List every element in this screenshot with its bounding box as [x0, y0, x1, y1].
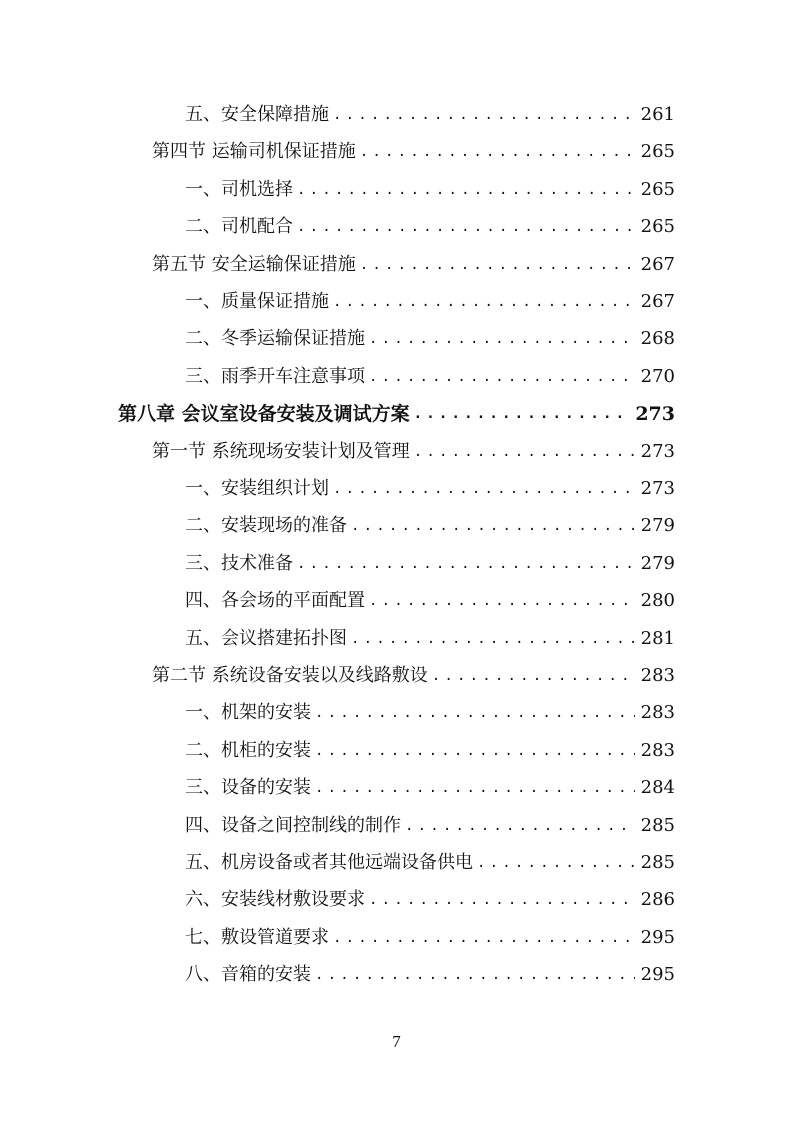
toc-dot-leader [297, 549, 635, 579]
toc-entry[interactable] [185, 736, 675, 766]
toc-entry-page: 295 [640, 964, 675, 986]
toc-entry-page: 265 [640, 141, 675, 163]
toc-entry-page: 273 [640, 440, 675, 462]
toc-entry[interactable] [185, 287, 675, 317]
toc-dot-leader [315, 698, 635, 728]
toc-entry-page: 279 [640, 515, 675, 537]
toc-entry[interactable] [185, 960, 675, 990]
toc-entry-title: 二、机柜的安装 [185, 739, 311, 761]
toc-entry-title: 第五节 安全运输保证措施 [152, 253, 356, 275]
toc-entry-page: 280 [640, 590, 675, 612]
toc-entry-title: 五、安全保障措施 [185, 104, 329, 125]
toc-entry-page: 273 [640, 478, 675, 499]
toc-entry-page: 283 [640, 702, 675, 724]
toc-entry-title: 三、雨季开车注意事项 [185, 365, 365, 387]
toc-entry-title: 一、机架的安装 [185, 702, 311, 724]
toc-entry-page: 265 [640, 178, 675, 200]
toc-entry-title: 五、会议搭建拓扑图 [185, 627, 347, 649]
toc-dot-leader [477, 848, 635, 878]
toc-dot-leader [333, 100, 635, 130]
toc-entry[interactable] [185, 698, 675, 728]
toc-dot-leader [315, 773, 635, 803]
toc-entry-page: 284 [640, 777, 675, 799]
toc-entry[interactable] [185, 474, 675, 504]
toc-entry[interactable] [152, 250, 675, 280]
toc-entry[interactable] [185, 175, 675, 205]
toc-entry[interactable] [118, 399, 675, 429]
toc-entry-title: 第二节 系统设备安装以及线路敷设 [152, 665, 428, 686]
toc-entry-page: 295 [640, 926, 675, 948]
toc-entry[interactable] [152, 661, 675, 691]
toc-entry[interactable] [185, 848, 675, 878]
toc-entry-title: 二、司机配合 [185, 216, 293, 238]
toc-dot-leader [360, 250, 635, 280]
toc-dot-leader [369, 324, 635, 354]
toc-dot-leader [333, 923, 635, 953]
toc-entry[interactable] [185, 324, 675, 354]
toc-entry-page: 283 [640, 739, 675, 761]
toc-entry-page: 285 [640, 852, 675, 873]
toc-entry-title: 七、敷设管道要求 [185, 926, 329, 948]
toc-dot-leader [297, 212, 635, 242]
toc-dot-leader [414, 437, 635, 467]
toc-entry[interactable] [185, 100, 675, 130]
toc-entry-page: 268 [640, 328, 675, 350]
toc-entry-title: 八、音箱的安装 [185, 964, 311, 986]
toc-entry-title: 一、质量保证措施 [185, 291, 329, 312]
toc-dot-leader [333, 474, 635, 504]
toc-entry-page: 279 [640, 552, 675, 574]
toc-entry-title: 五、机房设备或者其他远端设备供电 [185, 852, 473, 873]
toc-entry[interactable] [185, 362, 675, 392]
toc-dot-leader [369, 362, 635, 392]
toc-dot-leader [351, 624, 635, 654]
toc-entry[interactable] [185, 511, 675, 541]
toc-dot-leader [414, 399, 630, 429]
toc-dot-leader [432, 661, 635, 691]
toc-dot-leader [360, 137, 635, 167]
toc-entry-title: 第一节 系统现场安装计划及管理 [152, 440, 410, 462]
toc-entry-title: 四、设备之间控制线的制作 [185, 814, 401, 836]
toc-dot-leader [315, 960, 635, 990]
toc-entry[interactable] [185, 586, 675, 616]
toc-entry-title: 第八章 会议室设备安装及调试方案 [118, 403, 410, 426]
toc-entry-title: 三、技术准备 [185, 552, 293, 574]
toc-dot-leader [333, 287, 635, 317]
toc-entry-title: 一、司机选择 [185, 178, 293, 200]
toc-entry-page: 261 [640, 104, 675, 125]
toc-entry-page: 273 [635, 403, 675, 426]
toc-entry[interactable] [185, 923, 675, 953]
toc-dot-leader [351, 511, 635, 541]
toc-entry-title: 一、安装组织计划 [185, 478, 329, 499]
toc-entry-title: 六、安装线材敷设要求 [185, 889, 365, 911]
toc-entry-page: 283 [640, 665, 675, 686]
toc-entry-title: 四、各会场的平面配置 [185, 590, 365, 612]
toc-entry-page: 267 [640, 253, 675, 275]
toc-dot-leader [297, 175, 635, 205]
toc-entry-page: 265 [640, 216, 675, 238]
toc-entry[interactable] [185, 549, 675, 579]
toc-entry-title: 二、冬季运输保证措施 [185, 328, 365, 350]
toc-entry[interactable] [152, 137, 675, 167]
toc-dot-leader [369, 885, 635, 915]
toc-entry-title: 三、设备的安装 [185, 777, 311, 799]
toc-entry[interactable] [152, 437, 675, 467]
toc-entry[interactable] [185, 811, 675, 841]
toc-dot-leader [369, 586, 635, 616]
toc-dot-leader [405, 811, 635, 841]
toc-entry-page: 281 [640, 627, 675, 649]
toc-entry[interactable] [185, 773, 675, 803]
toc-entry[interactable] [185, 212, 675, 242]
toc-entry[interactable] [185, 624, 675, 654]
toc-entry-page: 270 [640, 365, 675, 387]
toc-entry[interactable] [185, 885, 675, 915]
page-number: 7 [392, 1032, 401, 1051]
toc-entry-page: 267 [640, 291, 675, 312]
toc-dot-leader [315, 736, 635, 766]
toc-entry-page: 286 [640, 889, 675, 911]
toc-entry-title: 二、安装现场的准备 [185, 515, 347, 537]
toc-entry-page: 285 [640, 814, 675, 836]
toc-entry-title: 第四节 运输司机保证措施 [152, 141, 356, 163]
